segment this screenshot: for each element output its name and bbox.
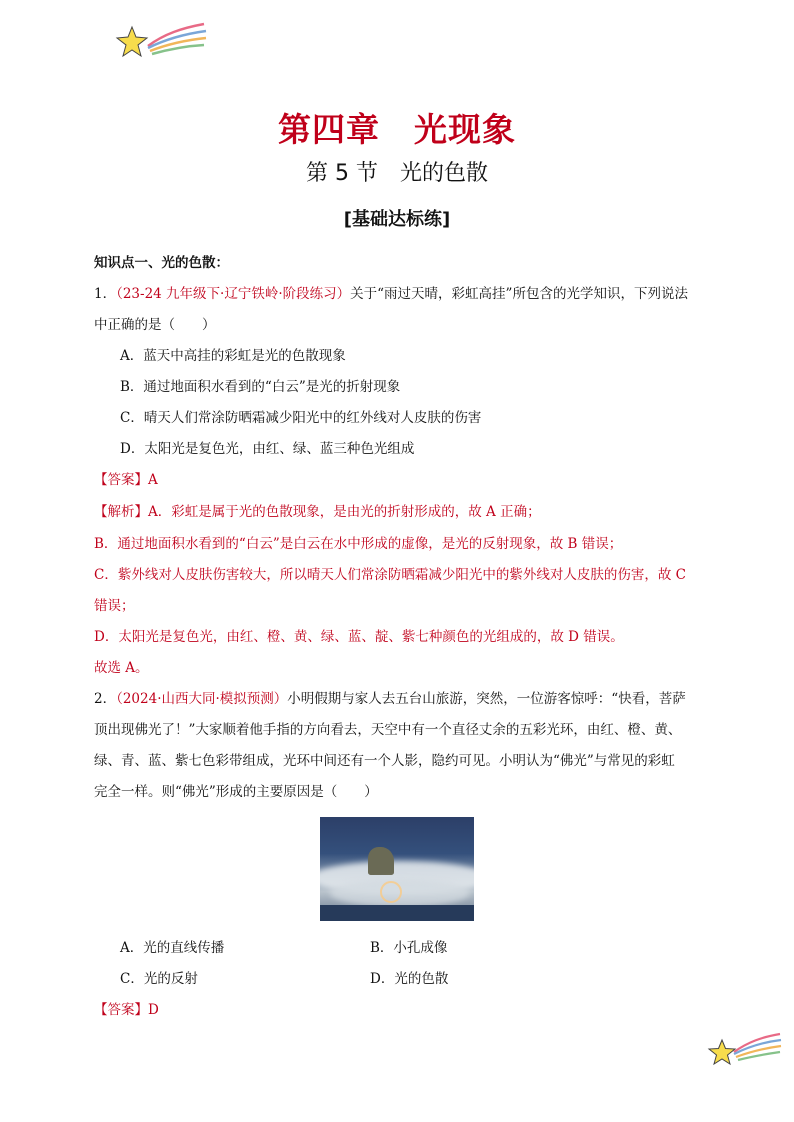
question-2-option-d: D．光的色散 [370,971,449,987]
question-2-option-b: B．小孔成像 [370,940,448,956]
question-1-analysis-line5: D．太阳光是复色光，由红、橙、黄、绿、蓝、靛、紫七种颜色的光组成的，故 D 错误。 [94,629,624,645]
chapter-title: 第四章 光现象 [278,110,516,149]
shooting-star-icon [706,1030,782,1068]
question-2-text-line4: 完全一样。则“佛光”形成的主要原因是（ ） [94,784,378,800]
question-1-analysis-line3: C．紫外线对人皮肤伤害较大，所以晴天人们常涂防晒霜减少阳光中的紫外线对人皮肤的伤害，故 C [94,567,686,583]
knowledge-point-heading: 知识点一、光的色散： [94,255,229,271]
question-2-stem [94,690,686,708]
question-1-text-line2: 中正确的是（ ） [94,317,216,333]
buddha-light-photo [320,817,474,921]
question-2-text-line1: 小明假期与家人去五台山旅游，突然，一位游客惊呼：“快看，菩萨 [287,691,686,707]
question-1-stem [94,285,688,303]
practice-title: [基础达标练] [343,209,451,230]
question-2-text-line3: 绿、青、蓝、紫七色彩带组成，光环中间还有一个人影，隐约可见。小明认为“佛光”与常见的彩虹 [94,753,675,769]
question-2-option-a: A．光的直线传播 [120,940,225,956]
question-2-number: 2． [94,691,117,707]
question-2-answer: 【答案】D [94,1002,159,1018]
question-1-text-line1: 关于“雨过天晴，彩虹高挂”所包含的光学知识，下列说法 [350,286,688,302]
question-1-source: （23-24 九年级下·辽宁铁岭·阶段练习） [116,286,351,302]
shooting-star-icon [112,20,208,60]
question-1-option-d: D．太阳光是复色光，由红、绿、蓝三种色光组成 [120,441,415,457]
question-2-text-line2: 顶出现佛光了！”大家顺着他手指的方向看去，天空中有一个直径丈余的五彩光环，由红、橙、黄、 [94,722,682,738]
question-1-analysis-line2: B．通过地面积水看到的“白云”是白云在水中形成的虚像，是光的反射现象，故 B 错误； [94,536,623,552]
question-1-option-c: C．晴天人们常涂防晒霜减少阳光中的红外线对人皮肤的伤害 [120,410,482,426]
question-1-answer: 【答案】A [94,472,158,488]
question-1-number: 1． [94,286,117,302]
question-1-analysis-line4: 错误； [94,598,135,614]
question-1-conclusion: 故选 A。 [94,660,149,676]
question-1-option-b: B．通过地面积水看到的“白云”是光的折射现象 [120,379,401,395]
question-1-option-a: A．蓝天中高挂的彩虹是光的色散现象 [120,348,346,364]
question-2-source: （2024·山西大同·模拟预测） [116,691,288,707]
section-title: 第 5 节 光的色散 [306,161,488,186]
question-1-analysis-line1: 【解析】A．彩虹是属于光的色散现象，是由光的折射形成的，故 A 正确； [94,504,541,520]
analysis-label: 【解析】 [94,504,148,520]
question-2-option-c: C．光的反射 [120,971,198,987]
